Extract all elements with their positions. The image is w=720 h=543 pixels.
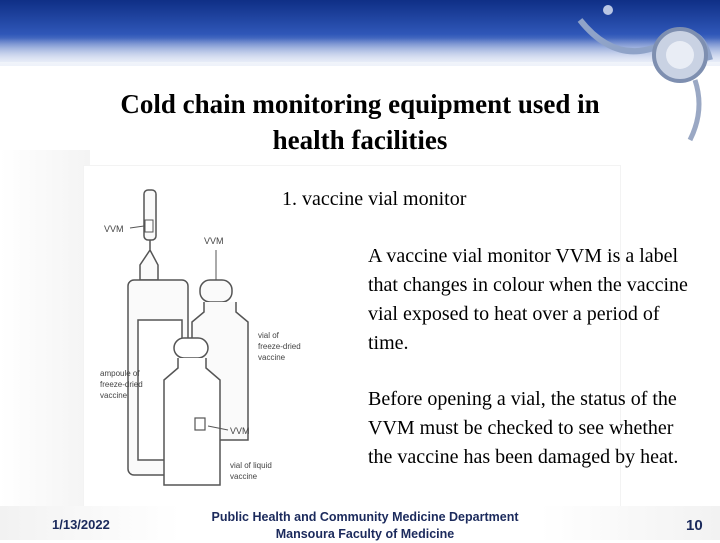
footer-dept-line-1: Public Health and Community Medicine Department <box>211 510 519 524</box>
label-liquid-1: vial of liquid <box>230 461 272 470</box>
slide-title <box>40 86 680 158</box>
footer-date: 1/13/2022 <box>52 517 110 532</box>
label-vial-freeze-1: vial of <box>258 331 279 340</box>
vvm-illustration <box>100 180 350 500</box>
title-line-1: Cold chain monitoring equipment used in <box>120 89 600 119</box>
section-subtitle: 1. vaccine vial monitor <box>282 188 467 210</box>
left-gradient <box>0 150 90 520</box>
liquid-vvm-square <box>195 418 205 430</box>
label-ampoule-1: ampoule of <box>100 369 140 378</box>
label-vvm-vial: VVM <box>204 236 224 246</box>
ampoule-vvm-leader <box>130 226 144 228</box>
paragraph-vvm-check: Before opening a vial, the status of the VVM must be checked to see whether the vaccine has been damaged by heat. <box>368 388 679 468</box>
footer-department <box>190 509 540 543</box>
paragraph-vvm-definition: A vaccine vial monitor VVM is a label that changes in colour when the vaccine vial exposed to heat over a period of time. <box>368 245 688 354</box>
footer-dept-line-2: Mansoura Faculty of Medicine <box>275 527 455 541</box>
label-ampoule-2: freeze-dried <box>100 380 143 389</box>
title-line-2: health facilities <box>272 125 448 155</box>
label-vvm-liquid: VVM <box>230 426 250 436</box>
label-vial-freeze-3: vaccine <box>258 353 286 362</box>
label-vvm-ampoule: VVM <box>104 224 124 234</box>
label-vial-freeze-2: freeze-dried <box>258 342 301 351</box>
ampoule-vvm-square <box>145 220 153 232</box>
label-ampoule-3: vaccine <box>100 391 128 400</box>
page-number: 10 <box>686 517 703 534</box>
label-liquid-2: vaccine <box>230 472 258 481</box>
